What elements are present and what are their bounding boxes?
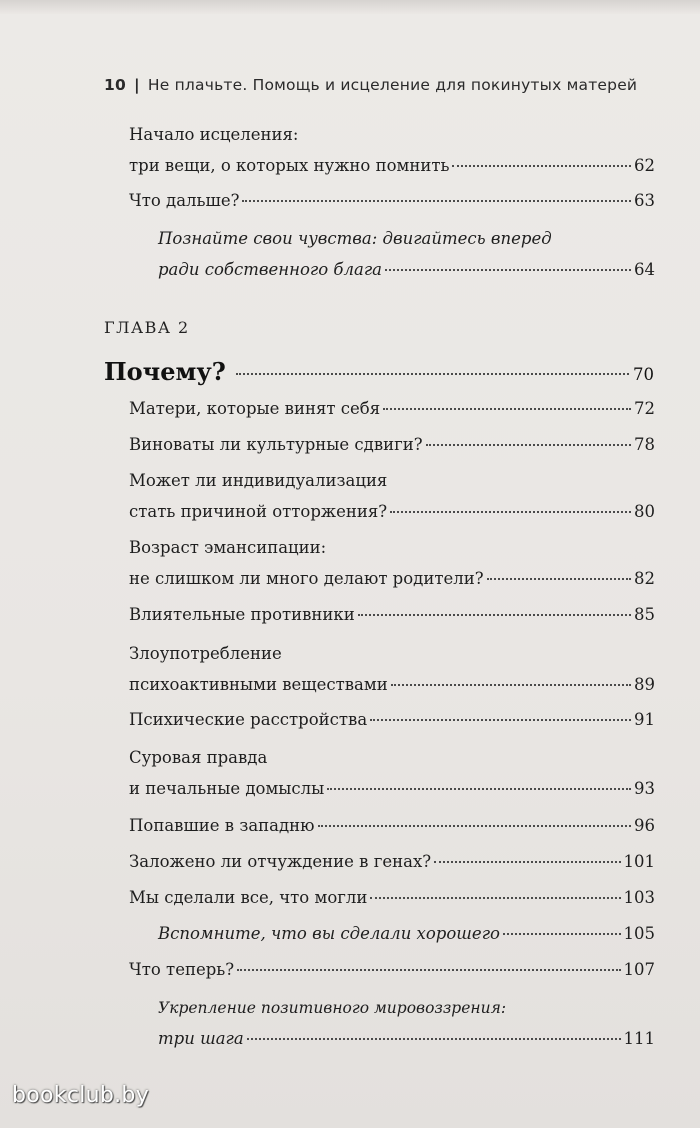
toc-subentry-line1: Познайте свои чувства: двигайтесь вперед: [158, 229, 552, 248]
toc-entry-line1: Может ли индивидуализация: [129, 471, 388, 490]
toc-entry-line1: Суровая правда: [129, 748, 268, 767]
toc-entry[interactable]: [129, 708, 655, 732]
toc-entry-title: ради собственного блага: [158, 260, 383, 279]
chapter-label: ГЛАВА 2: [104, 318, 190, 337]
toc-entry[interactable]: [129, 567, 655, 591]
chapter-page: 70: [633, 365, 654, 384]
dot-leader: [503, 933, 621, 935]
toc-entry[interactable]: [129, 958, 655, 982]
dot-leader: [237, 969, 620, 971]
toc-entry-title: Матери, которые винят себя: [129, 399, 381, 418]
dot-leader: [452, 165, 631, 167]
toc-entry-line1: Злоупотребление: [129, 644, 282, 663]
toc-entry-page: 89: [634, 675, 655, 694]
toc-entry-page: 105: [623, 924, 655, 943]
toc-entry[interactable]: [129, 673, 655, 697]
dot-leader: [370, 897, 620, 899]
toc-entry-title: Влиятельные противники: [129, 605, 355, 624]
toc-entry[interactable]: [129, 433, 655, 457]
toc-subentry[interactable]: [158, 922, 655, 946]
dot-leader: [358, 614, 631, 616]
toc-entry[interactable]: [129, 154, 655, 178]
toc-entry[interactable]: [129, 189, 655, 213]
toc-entry-page: 64: [634, 260, 655, 279]
toc-entry-page: 78: [634, 435, 655, 454]
toc-entry[interactable]: [129, 777, 655, 801]
toc-entry-page: 80: [634, 502, 655, 521]
toc-entry[interactable]: [129, 397, 655, 421]
page-number: 10: [104, 76, 126, 94]
toc-entry-line1: Возраст эмансипации:: [129, 538, 327, 557]
dot-leader: [390, 511, 631, 513]
toc-entry[interactable]: [129, 814, 655, 838]
chapter-title: Почему?: [104, 357, 226, 386]
header-separator: |: [133, 76, 140, 94]
toc-entry-page: 63: [634, 191, 655, 210]
dot-leader: [434, 861, 620, 863]
toc-subentry[interactable]: [158, 1027, 655, 1051]
toc-entry-title: Виноваты ли культурные сдвиги?: [129, 435, 423, 454]
dot-leader: [426, 444, 631, 446]
toc-subentry-line1: Укрепление позитивного мировоззрения:: [158, 999, 507, 1017]
toc-entry-title: не слишком ли много делают родители?: [129, 569, 484, 588]
dot-leader: [370, 719, 631, 721]
toc-entry-title: и печальные домыслы: [129, 779, 325, 798]
toc-entry-page: 103: [623, 888, 655, 907]
chapter-heading[interactable]: [104, 356, 654, 388]
toc-entry-title: Мы сделали все, что могли: [129, 888, 368, 907]
toc-entry[interactable]: [129, 886, 655, 910]
toc-entry-page: 91: [634, 710, 655, 729]
toc-entry-title: Заложено ли отчуждение в генах?: [129, 852, 432, 871]
book-title: Не плачьте. Помощь и исцеление для покинутых матерей: [147, 76, 638, 94]
toc-entry-title: Вспомните, что вы сделали хорошего: [158, 924, 500, 943]
dot-leader: [242, 200, 631, 202]
dot-leader: [487, 578, 631, 580]
toc-entry[interactable]: [129, 500, 655, 524]
toc-entry-page: 111: [623, 1029, 655, 1048]
toc-entry-line1: Начало исцеления:: [129, 125, 299, 144]
dot-leader: [236, 373, 629, 375]
toc-entry-title: Что теперь?: [129, 960, 235, 979]
toc-entry-page: 62: [634, 156, 655, 175]
toc-entry-page: 101: [623, 852, 655, 871]
toc-entry-title: три шага: [158, 1029, 244, 1048]
dot-leader: [391, 684, 631, 686]
toc-entry-title: три вещи, о которых нужно помнить: [129, 156, 450, 175]
toc-subentry[interactable]: [158, 258, 655, 282]
dot-leader: [318, 825, 631, 827]
toc-entry-page: 107: [623, 960, 655, 979]
toc-entry-page: 82: [634, 569, 655, 588]
toc-entry-title: психоактивными веществами: [129, 675, 388, 694]
toc-entry-title: Психические расстройства: [129, 710, 368, 729]
dot-leader: [383, 408, 631, 410]
toc-entry-page: 85: [634, 605, 655, 624]
toc-entry-title: Что дальше?: [129, 191, 240, 210]
dot-leader: [327, 788, 631, 790]
dot-leader: [247, 1038, 621, 1040]
toc-entry[interactable]: [129, 850, 655, 874]
toc-entry-page: 96: [634, 816, 655, 835]
watermark: bookclub.by: [12, 1083, 150, 1108]
toc-entry[interactable]: [129, 603, 655, 627]
toc-entry-page: 93: [634, 779, 655, 798]
toc-entry-page: 72: [634, 399, 655, 418]
toc-entry-title: Попавшие в западню: [129, 816, 315, 835]
toc-entry-title: стать причиной отторжения?: [129, 502, 388, 521]
dot-leader: [385, 269, 631, 271]
